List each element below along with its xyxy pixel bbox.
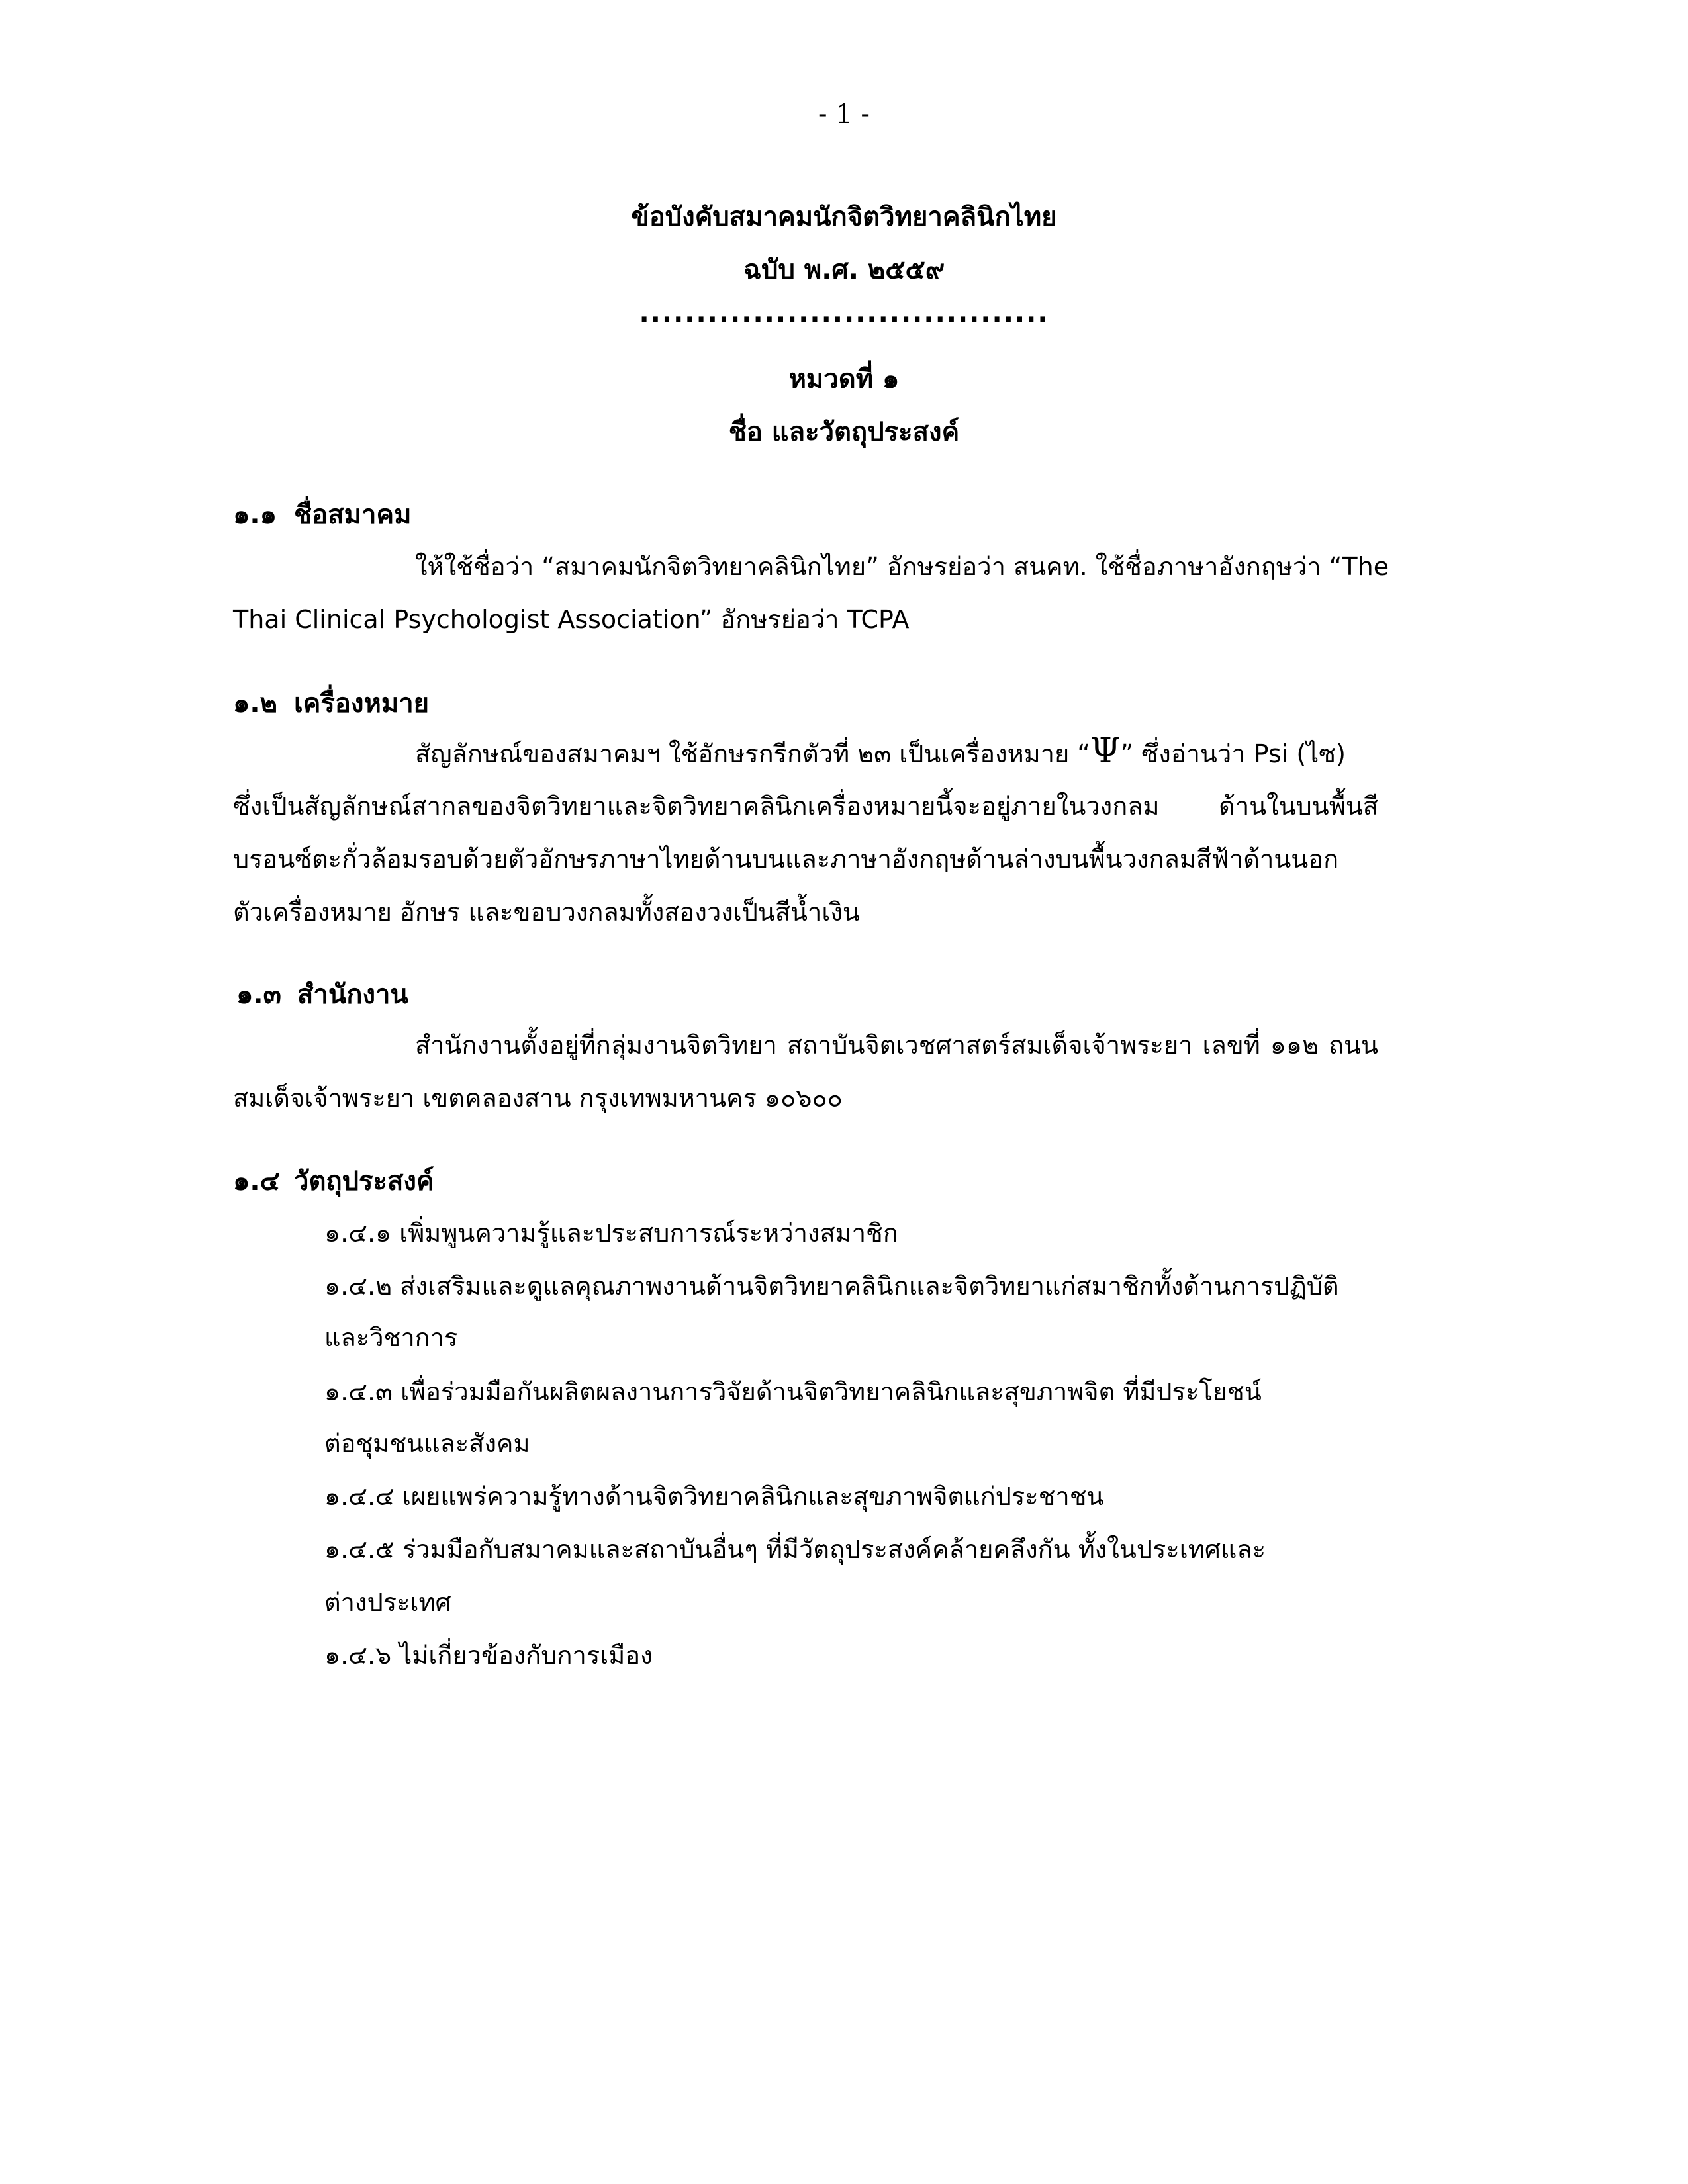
section-heading: [233, 1160, 434, 1202]
section-heading: [233, 493, 412, 535]
chapter-title: หมวดที่ ๑: [788, 364, 900, 394]
paragraph-line: บรอนซ์ตะกั่วล้อมรอบด้วยตัวอักษรภาษาไทยด้านบนและภาษาอังกฤษด้านล่างบนพื้นวงกลมสีฟ้าด้านนอก: [233, 844, 1339, 874]
objective-item-continuation: ต่างประเทศ: [324, 1588, 451, 1617]
objective-item: ๑.๔.๓ เพื่อร่วมมือกันผลิตผลงานการวิจัยด้านจิตวิทยาคลินิกและสุขภาพจิต ที่มีประโยชน์: [324, 1377, 1262, 1406]
chapter-subtitle: ชื่อ และวัตถุประสงค์: [728, 417, 960, 447]
section-number: ๑.๓: [236, 979, 281, 1010]
paragraph-line: สำนักงานตั้งอยู่ที่กลุ่มงานจิตวิทยา สถาบันจิตเวชศาสตร์สมเด็จเจ้าพระยา เลขที่ ๑๑๒ ถนน: [415, 1030, 1378, 1060]
section-heading: [233, 682, 429, 724]
objective-item: ๑.๔.๖ ไม่เกี่ยวข้องกับการเมือง: [324, 1641, 653, 1670]
text-segment: สัญลักษณ์ของสมาคมฯ ใช้อักษรกรีกตัวที่ ๒๓ เป็นเครื่องหมาย “: [415, 739, 1091, 768]
objective-item: ๑.๔.๕ ร่วมมือกับสมาคมและสถาบันอื่นๆ ที่มีวัตถุประสงค์คล้ายคลึงกัน ทั้งในประเทศและ: [324, 1535, 1266, 1564]
objective-item-continuation: ต่อชุมชนและสังคม: [324, 1429, 530, 1458]
paragraph-line: ตัวเครื่องหมาย อักษร และขอบวงกลมทั้งสองวงเป็นสีน้ำเงิน: [233, 897, 860, 927]
objective-item-continuation: และวิชาการ: [324, 1323, 458, 1352]
paragraph-line: Thai Clinical Psychologist Association” อักษรย่อว่า TCPA: [233, 605, 910, 634]
paragraph-line-with-symbol: [415, 731, 1346, 774]
document-edition: ฉบับ พ.ศ. ๒๕๕๙: [743, 255, 945, 285]
psi-symbol: Ψ: [1090, 731, 1121, 771]
section-heading: [236, 973, 408, 1015]
section-title: เครื่องหมาย: [294, 688, 430, 719]
section-number: ๑.๔: [233, 1166, 280, 1197]
objective-item: ๑.๔.๒ ส่งเสริมและดูแลคุณภาพงานด้านจิตวิทยาคลินิกและจิตวิทยาแก่สมาชิกทั้งด้านการปฏิบัติ: [324, 1271, 1339, 1300]
document-title: ข้อบังคับสมาคมนักจิตวิทยาคลินิกไทย: [631, 202, 1057, 232]
section-title: สำนักงาน: [297, 979, 408, 1010]
page-number: - 1 -: [818, 99, 870, 130]
section-number: ๑.๑: [233, 500, 277, 530]
section-title: ชื่อสมาคม: [294, 500, 412, 530]
separator-dots: ....................................: [639, 298, 1049, 328]
section-title: วัตถุประสงค์: [294, 1166, 434, 1197]
section-number: ๑.๒: [233, 688, 277, 719]
paragraph-line: ให้ใช้ชื่อว่า “สมาคมนักจิตวิทยาคลินิกไทย” อักษรย่อว่า สนคท. ใช้ชื่อภาษาอังกฤษว่า “The: [415, 552, 1389, 581]
text-segment: ” ซึ่งอ่านว่า Psi (ไซ): [1120, 739, 1346, 768]
objective-item: ๑.๔.๑ เพิ่มพูนความรู้และประสบการณ์ระหว่างสมาชิก: [324, 1218, 898, 1248]
paragraph-line: สมเด็จเจ้าพระยา เขตคลองสาน กรุงเทพมหานคร ๑๐๖๐๐: [233, 1083, 843, 1113]
objective-item: ๑.๔.๔ เผยแพร่ความรู้ทางด้านจิตวิทยาคลินิกและสุขภาพจิตแก่ประชาชน: [324, 1482, 1104, 1511]
paragraph-line: ซึ่งเป็นสัญลักษณ์สากลของจิตวิทยาและจิตวิทยาคลินิกเครื่องหมายนี้จะอยู่ภายในวงกลม ด้านในบนพื้นสี: [233, 792, 1378, 821]
